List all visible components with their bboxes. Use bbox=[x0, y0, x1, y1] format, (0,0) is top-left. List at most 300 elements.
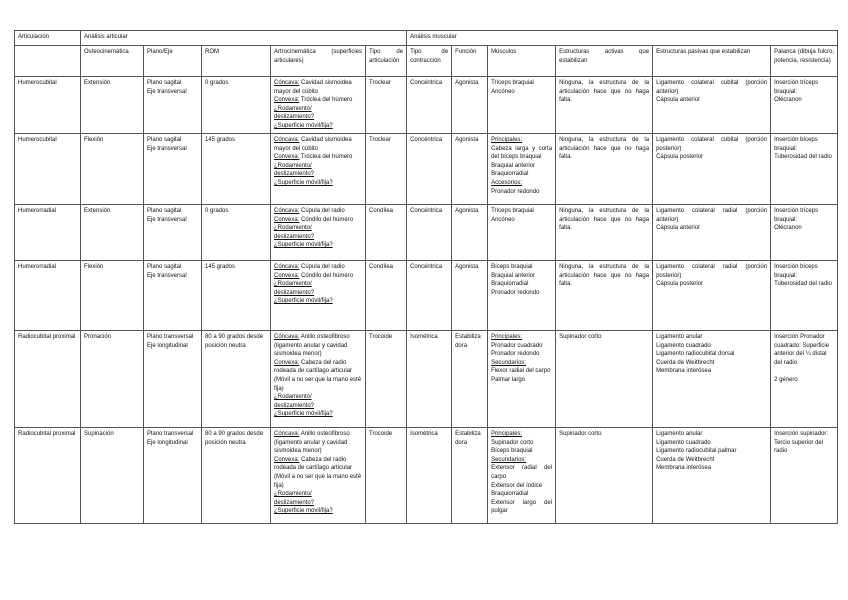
cell-plano-eje bbox=[144, 261, 202, 331]
cell-line: Flexión bbox=[84, 137, 104, 143]
cell-palanca bbox=[771, 77, 838, 134]
cell-palanca bbox=[771, 331, 838, 428]
cell-line bbox=[491, 188, 552, 197]
cell-text: Tróclea del húmero bbox=[299, 154, 353, 161]
cell-line bbox=[274, 96, 362, 105]
cell-line bbox=[491, 207, 552, 216]
cell-line bbox=[491, 136, 552, 145]
cell-text: Ancóneo bbox=[491, 88, 515, 95]
cell-text: Extensor largo del pulgar bbox=[491, 499, 553, 515]
header-analisis-muscular: Análisis muscular bbox=[407, 31, 838, 46]
cell-line: Estabiliza dora bbox=[455, 431, 481, 446]
cell-line: Extensión bbox=[84, 208, 111, 214]
cell-line: Eje transversal bbox=[147, 88, 187, 95]
header-articulacion: Articulación bbox=[15, 31, 81, 46]
cell-line: Plano transversal bbox=[147, 334, 194, 340]
cell-line: Ligamento colateral cubital (porción posterior) bbox=[656, 137, 768, 152]
table-row bbox=[15, 205, 838, 261]
cell-tipo-contraccion bbox=[407, 428, 452, 524]
cell-line bbox=[274, 113, 362, 122]
cell-line bbox=[274, 490, 362, 499]
cell-line: Ligamento colateral radial (porción posterior) bbox=[656, 264, 768, 279]
cell-line bbox=[274, 241, 362, 250]
cell-line: 80 a 90 grados desde posición neutra bbox=[205, 334, 264, 349]
cell-text: Braquiorradial bbox=[491, 281, 529, 288]
cell-text: Pronador redondo bbox=[491, 351, 540, 358]
cell-line bbox=[274, 393, 362, 402]
header-musculos: Músculos bbox=[488, 46, 556, 77]
cell-line bbox=[274, 105, 362, 114]
underlined-label: ¿Superficie móvil/fija? bbox=[274, 122, 333, 129]
cell-musculos bbox=[488, 205, 556, 261]
cell-line: Membrana interósea bbox=[656, 368, 712, 375]
cell-line: Ligamento radiocubital dorsal bbox=[656, 351, 735, 358]
cell-text: Cúpula del radio bbox=[299, 208, 345, 214]
cell-line bbox=[274, 145, 362, 154]
cell-line bbox=[491, 447, 552, 456]
cell-line: Ligamento radiocubital palmar bbox=[656, 448, 737, 455]
cell-line: 145 grados bbox=[205, 137, 236, 143]
cell-artrocinematica bbox=[271, 261, 366, 331]
cell-line bbox=[491, 263, 552, 272]
cell-text: Tríceps braquial bbox=[491, 208, 534, 214]
cell-text: Cóndilo del húmero bbox=[299, 216, 354, 223]
cell-text: Extensor del índice bbox=[491, 482, 543, 489]
cell-artrocinematica bbox=[271, 77, 366, 134]
cell-line bbox=[491, 499, 552, 516]
cell-text: Supinador corto bbox=[491, 439, 534, 446]
header-row-1 bbox=[15, 31, 838, 46]
cell-line: Inserción Pronador cuadrado: Superficie anterior del ¼ distal del radio bbox=[774, 334, 830, 366]
cell-musculos bbox=[488, 261, 556, 331]
cell-estructuras-pasivas bbox=[653, 77, 771, 134]
cell-line: Ninguna, la estructura de la articulación hace que no haga falta. bbox=[559, 208, 650, 232]
cell-articulacion bbox=[15, 261, 81, 331]
table-row bbox=[15, 77, 838, 134]
cell-estructuras-activas bbox=[556, 205, 653, 261]
cell-text: (ligamento anular y cavidad sismoidea menor) bbox=[274, 439, 348, 455]
cell-line: Flexión bbox=[84, 264, 104, 270]
cell-line bbox=[491, 88, 552, 97]
underlined-label: Cóncava: bbox=[274, 431, 300, 437]
cell-line bbox=[274, 179, 362, 188]
cell-line bbox=[491, 179, 552, 188]
cell-text: Cúpula del radio bbox=[299, 264, 345, 270]
cell-funcion bbox=[452, 134, 488, 205]
cell-estructuras-activas bbox=[556, 428, 653, 524]
cell-line bbox=[491, 145, 552, 162]
cell-articulacion bbox=[15, 205, 81, 261]
underlined-label: ¿Superficie móvil/fija? bbox=[274, 298, 333, 305]
cell-line: Trocoide bbox=[369, 334, 393, 340]
cell-line bbox=[274, 410, 362, 419]
cell-line bbox=[274, 456, 362, 490]
underlined-label: Secundarios: bbox=[491, 359, 527, 366]
cell-line bbox=[274, 224, 362, 233]
cell-rom bbox=[202, 261, 271, 331]
cell-text: (ligamento anular y cavidad sismoidea menor) bbox=[274, 342, 348, 358]
cell-text: Tróclea del húmero bbox=[299, 97, 353, 104]
cell-text: Cóndilo del húmero bbox=[299, 272, 354, 279]
underlined-label: ¿Superficie móvil/fija? bbox=[274, 179, 333, 186]
underlined-label: ¿Rodamiento/ bbox=[274, 491, 312, 498]
cell-tipo-contraccion bbox=[407, 331, 452, 428]
header-plano-eje: Plano/Eje bbox=[144, 46, 202, 77]
cell-line: Ligamento anular bbox=[656, 431, 703, 437]
underlined-label: Secundarios: bbox=[491, 456, 527, 463]
header-tipo-contraccion: Tipo de contracción bbox=[407, 46, 452, 77]
cell-line: Isométrica bbox=[410, 334, 438, 340]
underlined-label: Convexa: bbox=[274, 456, 300, 463]
cell-line: Humerorradial bbox=[18, 264, 57, 270]
cell-palanca bbox=[771, 428, 838, 524]
cell-line bbox=[274, 207, 362, 216]
underlined-label: deslizamiento? bbox=[274, 114, 315, 121]
cell-line: Ninguna, la estructura de la articulación hace que no haga falta. bbox=[559, 80, 650, 104]
cell-line: Tuberosidad del radio bbox=[774, 281, 832, 288]
cell-line bbox=[274, 359, 362, 393]
cell-line bbox=[274, 136, 362, 145]
cell-funcion bbox=[452, 77, 488, 134]
cell-artrocinematica bbox=[271, 428, 366, 524]
cell-line: Plano sagital bbox=[147, 80, 182, 86]
cell-line: Cuerda de Weitbrecht bbox=[656, 456, 715, 463]
cell-funcion bbox=[452, 428, 488, 524]
underlined-label: ¿Superficie móvil/fija? bbox=[274, 242, 333, 249]
cell-line bbox=[491, 162, 552, 171]
cell-line: 0 grados bbox=[205, 80, 229, 86]
cell-line bbox=[274, 439, 362, 456]
cell-line bbox=[274, 430, 362, 439]
cell-line: Troclear bbox=[369, 80, 391, 86]
cell-artrocinematica bbox=[271, 134, 366, 205]
cell-articulacion bbox=[15, 77, 81, 134]
cell-tipo-articulacion bbox=[366, 331, 407, 428]
joint-analysis-table bbox=[14, 30, 838, 524]
underlined-label: deslizamiento? bbox=[274, 499, 315, 506]
cell-estructuras-activas bbox=[556, 134, 653, 205]
cell-line: Extensión bbox=[84, 80, 111, 86]
cell-line: Ligamento colateral radial (porción anterior) bbox=[656, 208, 768, 223]
cell-line: Eje transversal bbox=[147, 272, 187, 279]
cell-plano-eje bbox=[144, 134, 202, 205]
cell-text: Cavidad sismoidea bbox=[299, 80, 352, 86]
underlined-label: ¿Rodamiento/ bbox=[274, 105, 312, 112]
cell-plano-eje bbox=[144, 428, 202, 524]
cell-line: Plano sagital bbox=[147, 137, 182, 143]
cell-text: Bíceps braquial bbox=[491, 264, 533, 270]
cell-text: Cabeza del radio rodeada de cartílago articular (Móvil a no ser que la mano esté fija) bbox=[274, 456, 362, 489]
cell-line bbox=[491, 367, 552, 376]
cell-line: Agonista bbox=[455, 137, 479, 143]
cell-line bbox=[491, 333, 552, 342]
cell-line: Ligamento colateral cubital (porción anterior) bbox=[656, 80, 768, 95]
cell-line bbox=[491, 456, 552, 465]
cell-plano-eje bbox=[144, 205, 202, 261]
cell-line: Tuberosidad del radio bbox=[774, 154, 832, 161]
cell-funcion bbox=[452, 331, 488, 428]
cell-line bbox=[491, 280, 552, 289]
cell-line bbox=[491, 350, 552, 359]
cell-line bbox=[274, 333, 362, 342]
underlined-label: Convexa: bbox=[274, 216, 300, 223]
cell-line bbox=[274, 233, 362, 242]
cell-tipo-contraccion bbox=[407, 261, 452, 331]
cell-line bbox=[274, 402, 362, 411]
underlined-label: Cóncava: bbox=[274, 208, 300, 214]
table-row bbox=[15, 331, 838, 428]
cell-line bbox=[491, 490, 552, 499]
cell-text: Anillo osteofibroso bbox=[299, 431, 350, 437]
cell-line bbox=[491, 289, 552, 298]
underlined-label: ¿Superficie móvil/fija? bbox=[274, 411, 333, 418]
cell-text: Anillo osteofibroso bbox=[299, 334, 350, 340]
cell-line: Plano sagital bbox=[147, 264, 182, 270]
cell-line: Eje longitudinal bbox=[147, 439, 188, 446]
header-analisis-articular: Análisis articular bbox=[81, 31, 407, 46]
cell-line bbox=[491, 482, 552, 491]
underlined-label: ¿Rodamiento/ bbox=[274, 162, 312, 169]
cell-artrocinematica bbox=[271, 205, 366, 261]
cell-estructuras-activas bbox=[556, 77, 653, 134]
cell-tipo-articulacion bbox=[366, 134, 407, 205]
cell-line: Humerorradial bbox=[18, 208, 57, 214]
cell-line bbox=[491, 376, 552, 385]
cell-line: Agonista bbox=[455, 264, 479, 270]
cell-text: Tríceps braquial bbox=[491, 80, 534, 86]
underlined-label: Convexa: bbox=[274, 359, 300, 366]
cell-line bbox=[491, 430, 552, 439]
cell-tipo-contraccion bbox=[407, 205, 452, 261]
header-artrocinematica: Artrocinemática (superficies articulares) bbox=[271, 46, 366, 77]
cell-line: Cápsula posterior bbox=[656, 281, 704, 288]
cell-line: Trocoide bbox=[369, 431, 393, 437]
cell-estructuras-pasivas bbox=[653, 205, 771, 261]
cell-line: Pronación bbox=[84, 334, 112, 340]
underlined-label: deslizamiento? bbox=[274, 171, 315, 178]
cell-text: mayor del cúbito bbox=[274, 145, 319, 152]
cell-line bbox=[491, 216, 552, 225]
cell-line bbox=[491, 79, 552, 88]
cell-osteocinematica bbox=[81, 331, 144, 428]
cell-osteocinematica bbox=[81, 261, 144, 331]
cell-line: Ligamento cuadrado bbox=[656, 342, 711, 349]
header-estructuras-pasivas: Estructuras pasivas que estabilizan bbox=[653, 46, 771, 77]
cell-line: 145 grados bbox=[205, 264, 236, 270]
underlined-label: ¿Superficie móvil/fija? bbox=[274, 508, 333, 515]
cell-line: 80 a 90 grados desde posición neutra bbox=[205, 431, 264, 446]
cell-text: Flexor radial del carpo bbox=[491, 368, 551, 375]
cell-musculos bbox=[488, 134, 556, 205]
underlined-label: deslizamiento? bbox=[274, 402, 315, 409]
cell-line: Radiocubital proximal bbox=[18, 431, 76, 437]
cell-line: Agonista bbox=[455, 208, 479, 214]
cell-line: Inserción bíceps braquial: bbox=[774, 264, 818, 279]
cell-palanca bbox=[771, 261, 838, 331]
cell-estructuras-pasivas bbox=[653, 134, 771, 205]
underlined-label: Cóncava: bbox=[274, 334, 300, 340]
underlined-label: Convexa: bbox=[274, 154, 300, 161]
cell-line bbox=[274, 79, 362, 88]
cell-line bbox=[274, 289, 362, 298]
cell-line: Concéntrica bbox=[410, 137, 443, 143]
table-row bbox=[15, 428, 838, 524]
cell-text: Pronador redondo bbox=[491, 289, 540, 296]
cell-line: Humerocubital bbox=[18, 80, 57, 86]
header-empty-cell bbox=[15, 46, 81, 77]
cell-line: Supinación bbox=[84, 431, 114, 437]
cell-line: Olécranon bbox=[774, 97, 802, 104]
cell-line bbox=[491, 272, 552, 281]
cell-line: Eje transversal bbox=[147, 216, 187, 223]
header-tipo-articulacion: Tipo de articulación bbox=[366, 46, 407, 77]
underlined-label: Principales: bbox=[491, 431, 523, 437]
cell-line bbox=[491, 439, 552, 448]
cell-musculos bbox=[488, 428, 556, 524]
cell-line: Condílea bbox=[369, 208, 394, 214]
cell-line: 2 género bbox=[774, 376, 798, 383]
header-estructuras-activas: Estructuras activas que estabilizan bbox=[556, 46, 653, 77]
underlined-label: Convexa: bbox=[274, 272, 300, 279]
cell-line: Eje transversal bbox=[147, 145, 187, 152]
header-funcion: Función bbox=[452, 46, 488, 77]
cell-line: Ninguna, la estructura de la articulación hace que no haga falta. bbox=[559, 137, 650, 161]
cell-line bbox=[274, 162, 362, 171]
cell-line bbox=[274, 263, 362, 272]
cell-estructuras-activas bbox=[556, 261, 653, 331]
cell-line bbox=[274, 297, 362, 306]
cell-line: Cápsula anterior bbox=[656, 97, 701, 104]
underlined-label: ¿Rodamiento/ bbox=[274, 394, 312, 401]
cell-line: Condílea bbox=[369, 264, 394, 270]
cell-line: Supinador corto bbox=[559, 431, 602, 437]
header-row-2 bbox=[15, 46, 838, 77]
cell-text: Pronador redondo bbox=[491, 188, 540, 195]
underlined-label: Cóncava: bbox=[274, 137, 300, 143]
cell-text: Cabeza larga y corta del bíceps braquial bbox=[491, 145, 553, 161]
cell-line: Agonista bbox=[455, 80, 479, 86]
underlined-label: deslizamiento? bbox=[274, 233, 315, 240]
underlined-label: Convexa: bbox=[274, 97, 300, 104]
cell-line: Membrana interósea bbox=[656, 465, 712, 472]
cell-line: Plano sagital bbox=[147, 208, 182, 214]
cell-estructuras-activas bbox=[556, 331, 653, 428]
cell-osteocinematica bbox=[81, 428, 144, 524]
cell-palanca bbox=[771, 134, 838, 205]
cell-osteocinematica bbox=[81, 134, 144, 205]
cell-text: Extensor radial del carpo bbox=[491, 465, 553, 480]
cell-line bbox=[274, 507, 362, 516]
cell-line: Concéntrica bbox=[410, 264, 443, 270]
cell-musculos bbox=[488, 331, 556, 428]
cell-tipo-articulacion bbox=[366, 428, 407, 524]
cell-line: Inserción supinador: Tercio superior del radio bbox=[774, 431, 829, 455]
underlined-label: deslizamiento? bbox=[274, 289, 315, 296]
cell-plano-eje bbox=[144, 331, 202, 428]
cell-funcion bbox=[452, 205, 488, 261]
cell-line: Concéntrica bbox=[410, 208, 443, 214]
cell-line bbox=[491, 464, 552, 481]
cell-line bbox=[491, 170, 552, 179]
table-row bbox=[15, 134, 838, 205]
cell-line: Supinador corto bbox=[559, 334, 602, 340]
table-row bbox=[15, 261, 838, 331]
cell-tipo-articulacion bbox=[366, 261, 407, 331]
cell-line bbox=[274, 122, 362, 131]
underlined-label: Accesorios: bbox=[491, 179, 523, 186]
cell-line bbox=[274, 342, 362, 359]
cell-rom bbox=[202, 134, 271, 205]
cell-line bbox=[274, 272, 362, 281]
cell-funcion bbox=[452, 261, 488, 331]
header-rom: ROM bbox=[202, 46, 271, 77]
cell-musculos bbox=[488, 77, 556, 134]
cell-line: Inserción tríceps braquial: bbox=[774, 80, 819, 95]
header-osteocinematica: Osteocinemática bbox=[81, 46, 144, 77]
cell-line: Eje longitudinal bbox=[147, 342, 188, 349]
cell-line: Estabiliza dora bbox=[455, 334, 481, 349]
cell-line: Concéntrica bbox=[410, 80, 443, 86]
cell-line: Humerocubital bbox=[18, 137, 57, 143]
underlined-label: Principales: bbox=[491, 137, 523, 143]
cell-line bbox=[274, 216, 362, 225]
cell-text: Braquial anterior bbox=[491, 162, 536, 169]
cell-line: Inserción bíceps braquial: bbox=[774, 137, 818, 152]
cell-articulacion bbox=[15, 428, 81, 524]
cell-text: mayor del cúbito bbox=[274, 88, 319, 95]
cell-estructuras-pasivas bbox=[653, 261, 771, 331]
underlined-label: Cóncava: bbox=[274, 264, 300, 270]
cell-rom bbox=[202, 205, 271, 261]
cell-rom bbox=[202, 77, 271, 134]
cell-articulacion bbox=[15, 134, 81, 205]
cell-text: Palmar largo bbox=[491, 376, 526, 383]
cell-text: Braquial anterior bbox=[491, 272, 536, 279]
underlined-label: ¿Rodamiento/ bbox=[274, 281, 312, 288]
cell-line: Cápsula anterior bbox=[656, 225, 701, 232]
cell-line bbox=[274, 499, 362, 508]
cell-estructuras-pasivas bbox=[653, 428, 771, 524]
underlined-label: ¿Rodamiento/ bbox=[274, 225, 312, 232]
cell-line: Cápsula posterior bbox=[656, 154, 704, 161]
cell-line: Cuerda de Weitbrecht bbox=[656, 359, 715, 366]
cell-estructuras-pasivas bbox=[653, 331, 771, 428]
cell-line: Radiocubital proximal bbox=[18, 334, 76, 340]
header-palanca: Palanca (dibuja fulcro, potencia, resistencia) bbox=[771, 46, 838, 77]
cell-line: Olécranon bbox=[774, 225, 802, 232]
cell-line bbox=[491, 342, 552, 351]
cell-line: Ninguna, la estructura de la articulación hace que no haga falta. bbox=[559, 264, 650, 288]
cell-line: Inserción tríceps braquial: bbox=[774, 208, 819, 223]
cell-osteocinematica bbox=[81, 77, 144, 134]
underlined-label: Principales: bbox=[491, 334, 523, 340]
cell-line bbox=[274, 170, 362, 179]
cell-tipo-articulacion bbox=[366, 205, 407, 261]
cell-line bbox=[274, 153, 362, 162]
cell-rom bbox=[202, 331, 271, 428]
cell-tipo-contraccion bbox=[407, 134, 452, 205]
cell-text: Braquiorradial bbox=[491, 491, 529, 498]
cell-tipo-contraccion bbox=[407, 77, 452, 134]
cell-palanca bbox=[771, 205, 838, 261]
cell-rom bbox=[202, 428, 271, 524]
cell-osteocinematica bbox=[81, 205, 144, 261]
cell-line: Plano transversal bbox=[147, 431, 194, 437]
underlined-label: Cóncava: bbox=[274, 80, 300, 86]
cell-text: Braquiorradial bbox=[491, 171, 529, 178]
cell-text: Cabeza del radio rodeada de cartílago articular (Móvil a no ser que la mano esté fija) bbox=[274, 359, 362, 392]
cell-line: Ligamento cuadrado bbox=[656, 439, 711, 446]
